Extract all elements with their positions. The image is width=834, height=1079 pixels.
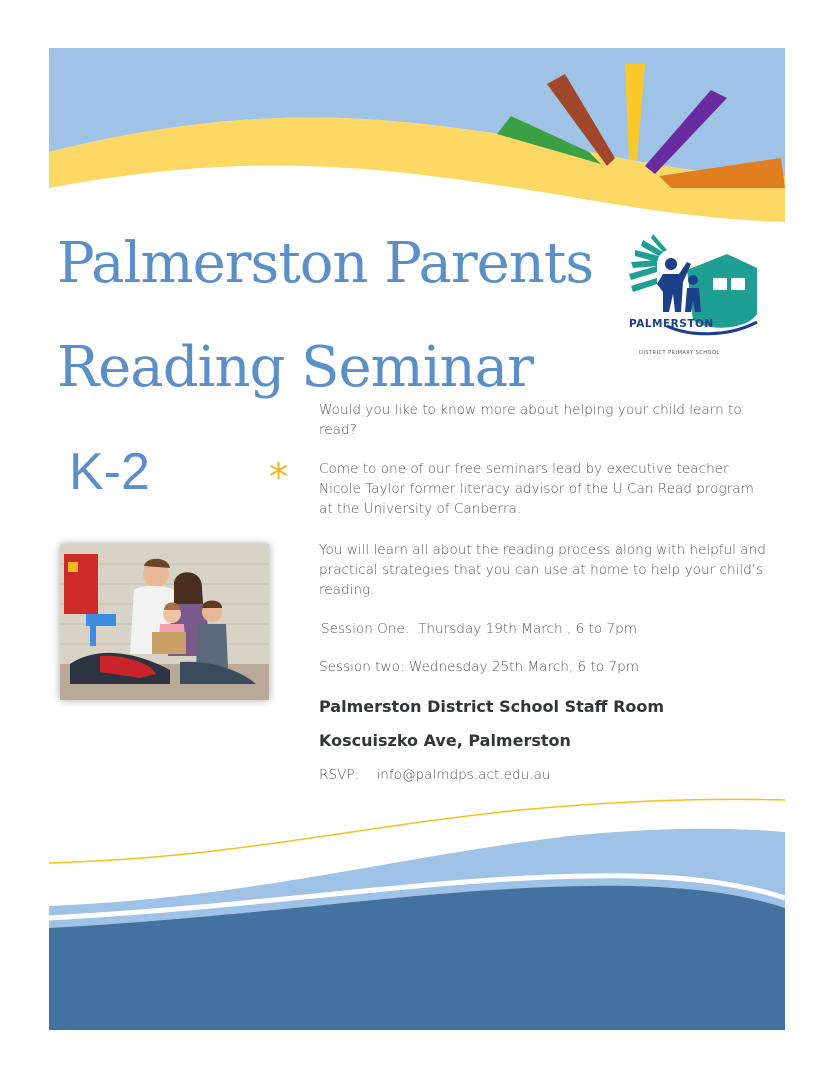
family-reading-photo-image	[60, 544, 269, 700]
logo-name: PALMERSTON	[629, 318, 714, 330]
location-address: Koscuiszko Ave, Palmerston	[319, 731, 571, 750]
rsvp-label: RSVP:	[319, 767, 360, 783]
header-banner	[49, 48, 785, 228]
logo-subtitle: DISTRICT PRIMARY SCHOOL	[639, 350, 720, 356]
rsvp-email[interactable]: info@palmdps.act.edu.au	[376, 767, 551, 783]
school-logo	[627, 234, 767, 364]
footer-waves	[49, 788, 785, 1030]
grade-label: K-2	[69, 443, 150, 501]
rsvp-line	[319, 765, 551, 785]
learning-paragraph: You will learn all about the reading process along with helpful and practical strategies that you can use at home to help your child’s reading.	[319, 542, 766, 598]
title-line-2: Reading Seminar	[57, 335, 533, 400]
session-two: Session two: Wednesday 25th March, 6 to 7pm	[319, 659, 639, 675]
seminar-paragraph: Come to one of our free seminars lead by executive teacher Nicole Taylor former literacy advisor of the U Can Read program at the University of Canberra.	[319, 461, 754, 517]
flyer-page	[49, 48, 785, 1030]
session-one: Session One: Thursday 19th March , 6 to 7pm	[321, 621, 638, 637]
family-reading-photo	[60, 544, 269, 700]
title-line-1: Palmerston Parents	[57, 231, 594, 296]
location-room: Palmerston District School Staff Room	[319, 697, 665, 716]
star-icon: *	[269, 455, 288, 499]
intro-paragraph: Would you like to know more about helping your child learn to read?	[319, 402, 742, 438]
